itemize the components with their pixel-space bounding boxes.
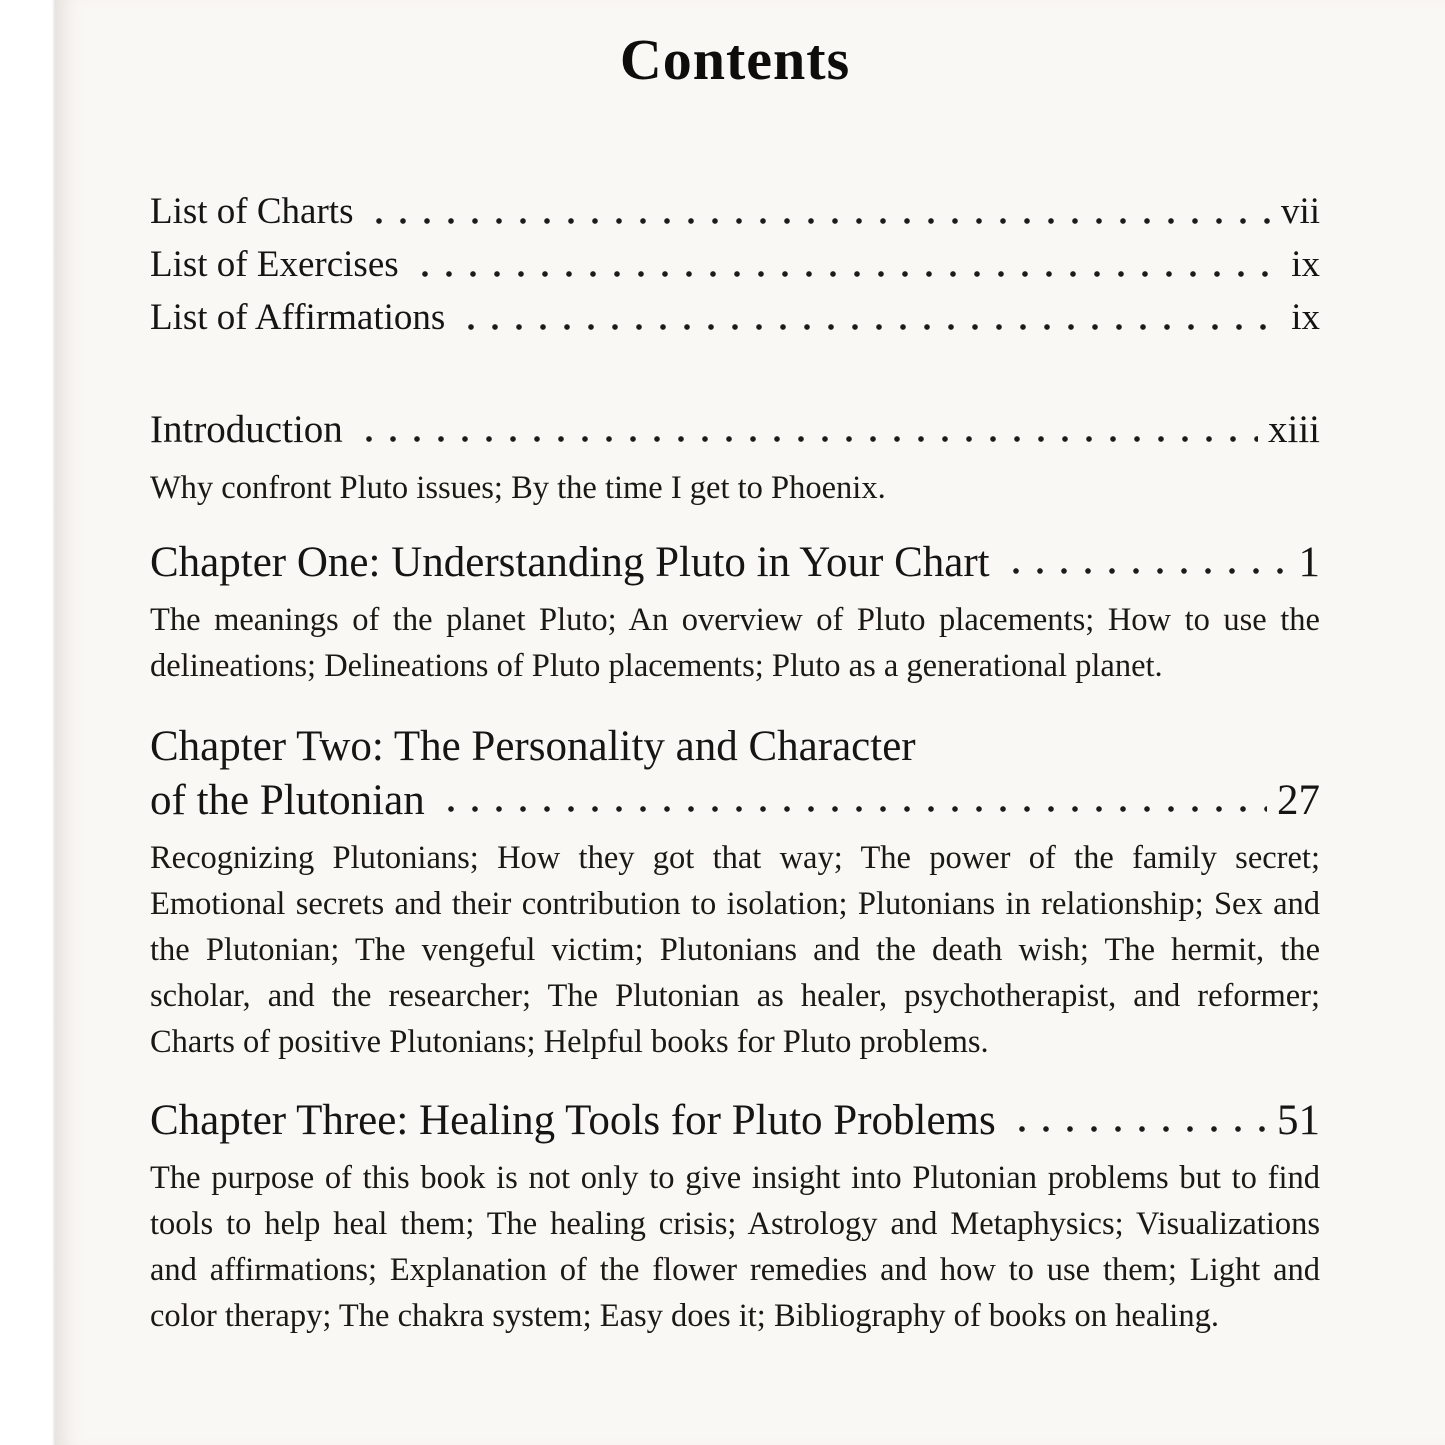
chapter-title-line-2: of the Plutonian (150, 777, 425, 824)
dot-leader (1010, 1125, 1267, 1133)
page-number: 51 (1277, 1097, 1320, 1144)
dot-leader (413, 270, 1282, 278)
page-number: ix (1291, 297, 1320, 338)
toc-entry-label: Introduction (150, 408, 343, 451)
toc-entry-chapter-three (150, 1095, 1320, 1339)
toc-entry-label: List of Affirmations (150, 297, 446, 338)
dot-leader (357, 435, 1258, 443)
toc-row-list-of-affirmations (150, 291, 1320, 344)
chapter-summary: The purpose of this book is not only to give insight into Plutonian problems but to find tools to help heal them; The healing crisis; Astrology and Metaphysics; Visualizations and affirmations; Explanation of the flower remedies and how to use them; Light and color therapy; The chakra system; Easy does it; Bibliography of books on healing. (150, 1160, 1320, 1334)
page-number: 27 (1277, 777, 1320, 824)
toc-row-list-of-exercises (150, 238, 1320, 291)
dot-leader (367, 217, 1270, 225)
toc-row-introduction (150, 402, 1320, 457)
page-title: Contents (619, 27, 851, 92)
toc-entry-chapter-one (150, 537, 1320, 689)
toc-entry-label: List of Exercises (150, 244, 399, 285)
toc-row-chapter-three (150, 1095, 1320, 1147)
toc-entry-chapter-two (150, 721, 1320, 1065)
chapter-summary: The meanings of the planet Pluto; An overview of Pluto placements; How to use the delineations; Delineations of Pluto placements; Pluto as a generational planet. (150, 602, 1320, 684)
toc-entry-label: List of Charts (150, 191, 354, 232)
toc-row-chapter-one (150, 537, 1320, 589)
page-number: vii (1280, 191, 1320, 232)
chapter-summary: Why confront Pluto issues; By the time I get to Phoenix. (150, 470, 886, 506)
chapter-summary: Recognizing Plutonians; How they got that way; The power of the family secret; Emotional secrets and their contribution to isolation; Plutonians in relationship; Sex and the Plutonian; The vengeful victim; Plutonians and the death wish; The hermit, the scholar, and the researcher; The Plutonian as healer, psychotherapist, and reformer; Charts of positive Plutonians; Helpful books for Pluto problems. (150, 840, 1320, 1060)
dot-leader (459, 323, 1281, 331)
page-number: ix (1291, 244, 1320, 285)
toc-content (150, 0, 1320, 1445)
toc-page (55, 0, 1445, 1445)
chapter-title-line-1: Chapter Two: The Personality and Character (150, 723, 916, 770)
page-number: 1 (1298, 539, 1320, 586)
toc-row-list-of-charts (150, 185, 1320, 238)
dot-leader (1004, 567, 1289, 575)
page-number: xiii (1267, 408, 1320, 451)
toc-row-chapter-two (150, 775, 1320, 827)
chapter-title: Chapter One: Understanding Pluto in Your Chart (150, 539, 990, 586)
front-matter-list (150, 185, 1320, 344)
chapter-title: Chapter Three: Healing Tools for Pluto Problems (150, 1097, 996, 1144)
dot-leader (439, 805, 1267, 813)
toc-entry-introduction (150, 402, 1320, 511)
